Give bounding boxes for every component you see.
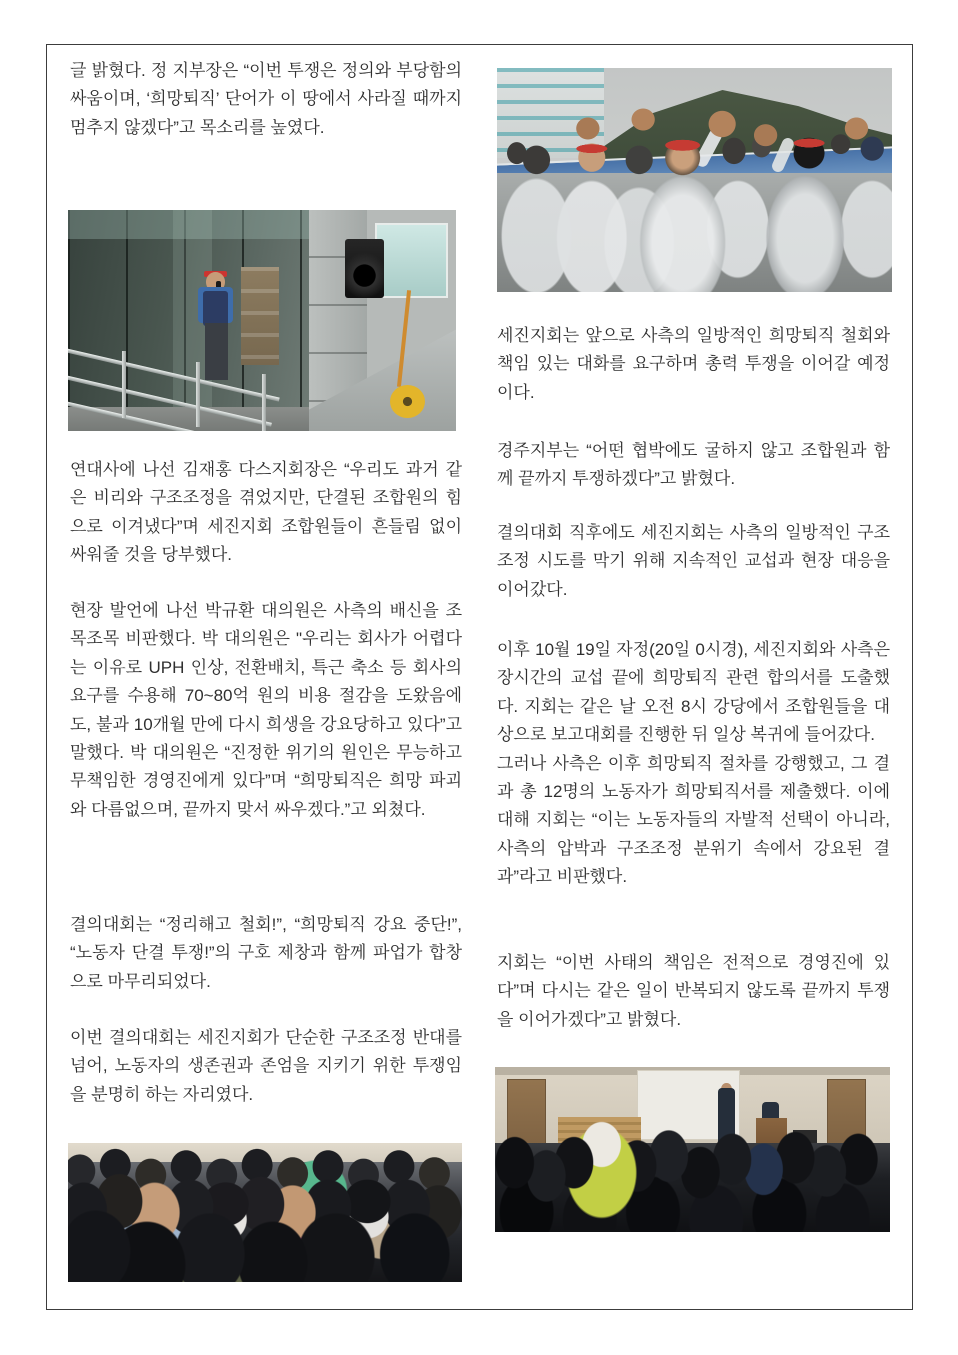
cable-reel: [390, 385, 425, 418]
crowd-heads: [68, 1143, 462, 1282]
pants: [205, 323, 228, 380]
paragraph-rally-meaning: 이번 결의대회는 세진지회가 단순한 구조조정 반대를 넘어, 노동자의 생존권과 존엄을 지키기 위한 투쟁임을 분명히 하는 자리였다.: [70, 1028, 462, 1104]
paragraph-slogans: 결의대회는 “정리해고 철회!”, “희망퇴직 강요 중단!”, “노동자 단결 투쟁!”의 구호 제창과 함께 파업가 합창으로 마무리되었다.: [70, 915, 462, 991]
paragraph-resignations: 그러나 사측은 이후 희망퇴직 절차를 강행했고, 그 결과 총 12명의 노동자가 희망퇴직서를 제출했다. 이에 대해 지회는 “이는 노동자들의 자발적 선택이 아니라, 사측의 압박과 구조조정 분위기 속에서 강요된 결과”라고 비판했다.: [497, 753, 890, 887]
crowd-heads: [495, 1067, 890, 1232]
navy-vest: [203, 291, 228, 326]
window: [375, 223, 449, 298]
photo-report-meeting: [495, 1067, 890, 1232]
poncho-figures: [497, 68, 892, 292]
photo-seated-crowd: [68, 1143, 462, 1282]
photo-speech: [68, 210, 456, 431]
photo-rain-rally: [497, 68, 892, 292]
paragraph-solidarity-speech: 연대사에 나선 김재홍 다스지회장은 “우리도 과거 같은 비리와 구조조정을 겪었지만, 단결된 조합원의 힘으로 이겨냈다”며 세진지회 조합원들이 흔들림 없이 싸워줄 것을 당부했다.: [70, 460, 462, 565]
paragraph-responsibility: 지회는 “이번 사태의 책임은 전적으로 경영진에 있다”며 다시는 같은 일이 반복되지 않도록 끝까지 투쟁을 이어가겠다”고 밝혔다.: [497, 953, 890, 1029]
paragraph-future-struggle: 세진지회는 앞으로 사측의 일방적인 희망퇴직 철회와 책임 있는 대화를 요구하며 총력 투쟁을 이어갈 예정이다.: [497, 326, 890, 402]
paragraph-delegate-speech: 현장 발언에 나선 박규환 대의원은 사측의 배신을 조목조목 비판했다. 박 대의원은 "우리는 회사가 어렵다는 이유로 UPH 인상, 전환배치, 특근 축소 등 회사의 요구를 수용해 70~80억 원의 비용 절감을 도왔음에도, 불과 10개월 만에 다시 희생을 강요당하고 있다”고 말했다. 박 대의원은 “진정한 위기의 원인은 무능하고 무책임한 경영진에게 있다”며 “희망퇴직은 희망 파괴와 다름없으며, 끝까지 맞서 싸우겠다.”고 외쳤다.: [70, 601, 462, 819]
paragraph-agreement: 이후 10월 19일 자정(20일 0시경), 세진지회와 사측은 장시간의 교섭 끝에 희망퇴직 관련 합의서를 도출했다. 지회는 같은 날 오전 8시 강당에서 조합원들을 대상으로 보고대회를 진행한 뒤 일상 복귀에 들어갔다.: [497, 640, 890, 745]
handrail-post: [196, 362, 200, 426]
paragraph-agreement-and-result: [497, 636, 890, 892]
loudspeaker: [345, 239, 384, 299]
handrail-post: [262, 374, 266, 431]
paragraph-after-rally: 결의대회 직후에도 세진지회는 사측의 일방적인 구조조정 시도를 막기 위해 지속적인 교섭과 현장 대응을 이어갔다.: [497, 523, 890, 599]
paragraph-intro: 글 밝혔다. 정 지부장은 “이번 투쟁은 정의와 부당함의 싸움이며, ‘희망퇴직’ 단어가 이 땅에서 사라질 때까지 멈추지 않겠다”고 목소리를 높였다.: [70, 61, 462, 137]
paragraph-branch-statement: 경주지부는 “어떤 협박에도 굴하지 않고 조합원과 함께 끝까지 투쟁하겠다”고 밝혔다.: [497, 441, 890, 489]
floor-directory-sign: [241, 267, 280, 364]
handrail-post: [122, 351, 126, 417]
